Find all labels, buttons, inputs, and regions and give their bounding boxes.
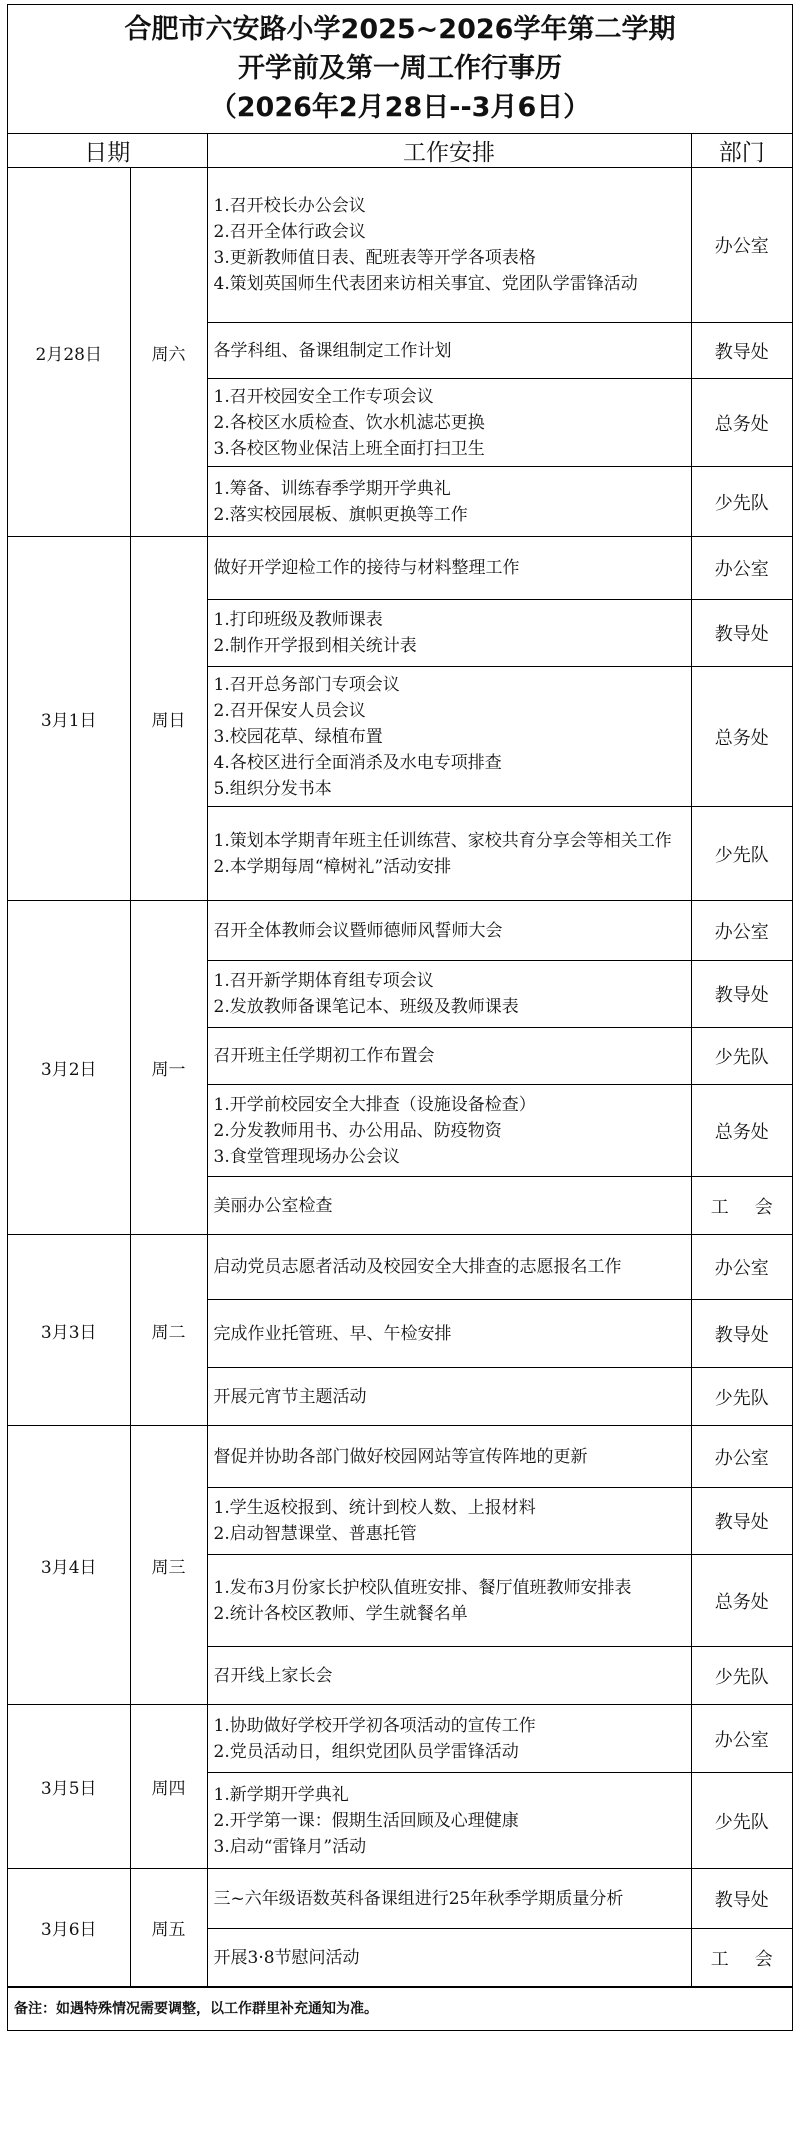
dept-label: 少先队 [714, 844, 769, 866]
task-cell [207, 467, 691, 537]
task-line: 召开全体教师会议暨师德师风誓师大会 [213, 920, 503, 941]
date-cell: 3月1日 [8, 537, 130, 901]
dept-cell [691, 1929, 799, 1987]
header-date: 日期 [8, 134, 207, 168]
task-cell [207, 1869, 691, 1929]
task-line: 1.召开校园安全工作专项会议 [213, 386, 434, 407]
task-cell [207, 1647, 691, 1705]
footnote: 备注：如遇特殊情况需要调整，以工作群里补充通知为准。 [8, 1987, 792, 2030]
task-line: 3.校园花草、绿植布置 [213, 726, 383, 747]
header-work: 工作安排 [207, 134, 691, 168]
dept-cell [691, 1773, 792, 1869]
dept-cell [691, 1368, 792, 1426]
dept-label: 办公室 [714, 1729, 769, 1751]
task-line: 5.组织分发书本 [213, 778, 332, 799]
task-line: 1.协助做好学校开学初各项活动的宣传工作 [213, 1715, 536, 1736]
task-cell [207, 1773, 691, 1869]
task-line: 各学科组、备课组制定工作计划 [213, 340, 452, 361]
dept-label: 少先队 [714, 1387, 769, 1409]
task-line: 2.开学第一课：假期生活回顾及心理健康 [213, 1810, 519, 1831]
task-cell [207, 667, 691, 807]
schedule-body [8, 168, 799, 1987]
task-line: 做好开学迎检工作的接待与材料整理工作 [213, 558, 520, 578]
dept-cell [691, 1426, 792, 1488]
dept-label: 工会 [710, 1196, 799, 1218]
dept-label: 总务处 [714, 727, 769, 749]
dept-label: 教导处 [714, 1512, 769, 1533]
dept-label: 教导处 [714, 1889, 769, 1911]
task-cell [207, 807, 691, 901]
dept-cell [691, 1235, 792, 1300]
task-cell [207, 1235, 691, 1300]
task-cell [207, 1555, 691, 1647]
dept-cell [691, 1300, 792, 1368]
dept-label: 办公室 [714, 559, 769, 580]
date-cell: 3月3日 [8, 1235, 130, 1426]
task-line: 完成作业托管班、早、午检安排 [213, 1323, 452, 1344]
dept-label: 少先队 [714, 1047, 769, 1068]
task-line: 3.各校区物业保洁上班全面打扫卫生 [213, 438, 485, 459]
date-cell: 3月4日 [8, 1426, 130, 1705]
schedule-table [8, 134, 799, 1987]
weekday-cell: 周二 [130, 1235, 207, 1426]
task-cell [207, 379, 691, 467]
task-cell [207, 1488, 691, 1555]
dept-label: 办公室 [714, 236, 769, 257]
task-line: 2.落实校园展板、旗帜更换等工作 [213, 504, 468, 525]
task-line: 3.启动“雷锋月”活动 [213, 1836, 367, 1857]
dept-label: 办公室 [714, 921, 769, 943]
task-cell [207, 1426, 691, 1488]
table-row [8, 1705, 792, 1773]
date-cell: 3月2日 [8, 901, 130, 1235]
task-cell [207, 1929, 691, 1987]
table-row [8, 537, 792, 600]
date-cell: 3月6日 [8, 1869, 130, 1987]
task-line: 4.各校区进行全面消杀及水电专项排查 [213, 752, 502, 773]
task-line: 2.启动智慧课堂、普惠托管 [213, 1524, 417, 1544]
dept-cell [691, 1869, 792, 1929]
date-cell: 3月5日 [8, 1705, 130, 1869]
dept-cell [691, 1555, 792, 1647]
title-schedule-name: 开学前及第一周工作行事历 [238, 53, 562, 84]
dept-cell [691, 1028, 792, 1085]
dept-cell [691, 537, 792, 600]
task-line: 1.筹备、训练春季学期开学典礼 [213, 478, 451, 499]
task-cell [207, 961, 691, 1028]
task-line: 2.统计各校区教师、学生就餐名单 [213, 1603, 468, 1624]
dept-label: 少先队 [714, 1811, 769, 1833]
task-cell [207, 1177, 691, 1235]
task-line: 2.制作开学报到相关统计表 [213, 636, 417, 656]
dept-label: 总务处 [714, 1121, 769, 1143]
dept-label: 教导处 [714, 1324, 769, 1346]
dept-cell [691, 807, 792, 901]
dept-cell [691, 901, 792, 961]
task-line: 1.召开新学期体育组专项会议 [213, 971, 434, 991]
task-line: 督促并协助各部门做好校园网站等宣传阵地的更新 [213, 1446, 588, 1467]
task-line: 3.更新教师值日表、配班表等开学各项表格 [213, 248, 536, 268]
task-cell [207, 1368, 691, 1426]
task-line: 2.分发教师用书、办公用品、防疫物资 [213, 1120, 502, 1141]
task-line: 2.本学期每周“樟树礼”活动安排 [213, 856, 452, 877]
task-line: 三~六年级语数英科备课组进行25年秋季学期质量分析 [213, 1888, 624, 1909]
weekday-cell: 周一 [130, 901, 207, 1235]
task-line: 1.策划本学期青年班主任训练营、家校共育分享会等相关工作 [213, 830, 672, 851]
task-cell [207, 168, 691, 323]
task-line: 1.召开校长办公会议 [213, 196, 366, 216]
calendar-sheet [7, 4, 799, 2031]
dept-cell [691, 1647, 792, 1705]
weekday-cell: 周五 [130, 1869, 207, 1987]
task-cell [207, 1085, 691, 1177]
task-line: 启动党员志愿者活动及校园安全大排查的志愿报名工作 [213, 1257, 622, 1277]
dept-label: 少先队 [714, 492, 769, 514]
task-line: 2.召开保安人员会议 [213, 700, 366, 721]
dept-cell [691, 667, 792, 807]
dept-label: 工会 [710, 1948, 799, 1970]
task-cell [207, 1028, 691, 1085]
task-cell [207, 1705, 691, 1773]
task-cell [207, 1300, 691, 1368]
dept-cell [691, 1488, 792, 1555]
dept-label: 教导处 [714, 985, 769, 1006]
dept-cell [691, 467, 792, 537]
task-line: 2.各校区水质检查、饮水机滤芯更换 [213, 412, 485, 433]
task-cell [207, 901, 691, 961]
dept-cell [691, 961, 792, 1028]
task-line: 1.学生返校报到、统计到校人数、上报材料 [213, 1498, 536, 1518]
dept-cell [691, 168, 792, 323]
task-line: 3.食堂管理现场办公会议 [213, 1146, 400, 1167]
task-line: 1.开学前校园安全大排查（设施设备检查） [213, 1094, 536, 1115]
task-line: 开展3·8节慰问活动 [213, 1947, 360, 1968]
dept-label: 教导处 [714, 624, 769, 645]
task-line: 4.策划英国师生代表团来访相关事宜、党团队学雷锋活动 [213, 274, 638, 294]
weekday-cell: 周四 [130, 1705, 207, 1869]
dept-label: 总务处 [714, 1591, 769, 1613]
dept-cell [691, 1177, 799, 1235]
task-line: 2.召开全体行政会议 [213, 222, 366, 242]
title-school-term: 合肥市六安路小学2025~2026学年第二学期 [124, 14, 676, 45]
table-row [8, 1235, 792, 1300]
task-line: 1.召开总务部门专项会议 [213, 674, 400, 695]
dept-label: 少先队 [714, 1666, 769, 1688]
task-line: 1.发布3月份家长护校队值班安排、餐厅值班教师安排表 [213, 1577, 632, 1598]
weekday-cell: 周三 [130, 1426, 207, 1705]
title-date-range: （2026年2月28日--3月6日） [209, 92, 591, 123]
task-line: 2.发放教师备课笔记本、班级及教师课表 [213, 997, 519, 1017]
task-line: 1.新学期开学典礼 [213, 1784, 349, 1805]
dept-label: 办公室 [714, 1447, 769, 1469]
date-cell: 2月28日 [8, 168, 130, 537]
table-row [8, 1426, 792, 1488]
task-line: 美丽办公室检查 [213, 1195, 333, 1216]
task-cell [207, 600, 691, 667]
task-cell [207, 323, 691, 379]
task-cell [207, 537, 691, 600]
calendar-title [8, 5, 792, 134]
dept-cell [691, 1085, 792, 1177]
dept-cell [691, 1705, 792, 1773]
table-header-row [8, 134, 792, 168]
header-dept: 部门 [691, 134, 792, 168]
weekday-cell: 周六 [130, 168, 207, 537]
dept-label: 办公室 [714, 1258, 769, 1279]
task-line: 召开线上家长会 [213, 1665, 333, 1686]
task-line: 召开班主任学期初工作布置会 [213, 1046, 435, 1066]
table-row [8, 168, 792, 323]
table-row [8, 1869, 792, 1929]
dept-cell [691, 600, 792, 667]
task-line: 开展元宵节主题活动 [213, 1386, 367, 1407]
dept-label: 总务处 [714, 413, 769, 435]
dept-cell [691, 323, 792, 379]
task-line: 1.打印班级及教师课表 [213, 610, 383, 630]
weekday-cell: 周日 [130, 537, 207, 901]
task-line: 2.党员活动日，组织党团队员学雷锋活动 [213, 1741, 519, 1762]
table-row [8, 901, 792, 961]
dept-label: 教导处 [714, 341, 769, 363]
dept-cell [691, 379, 792, 467]
